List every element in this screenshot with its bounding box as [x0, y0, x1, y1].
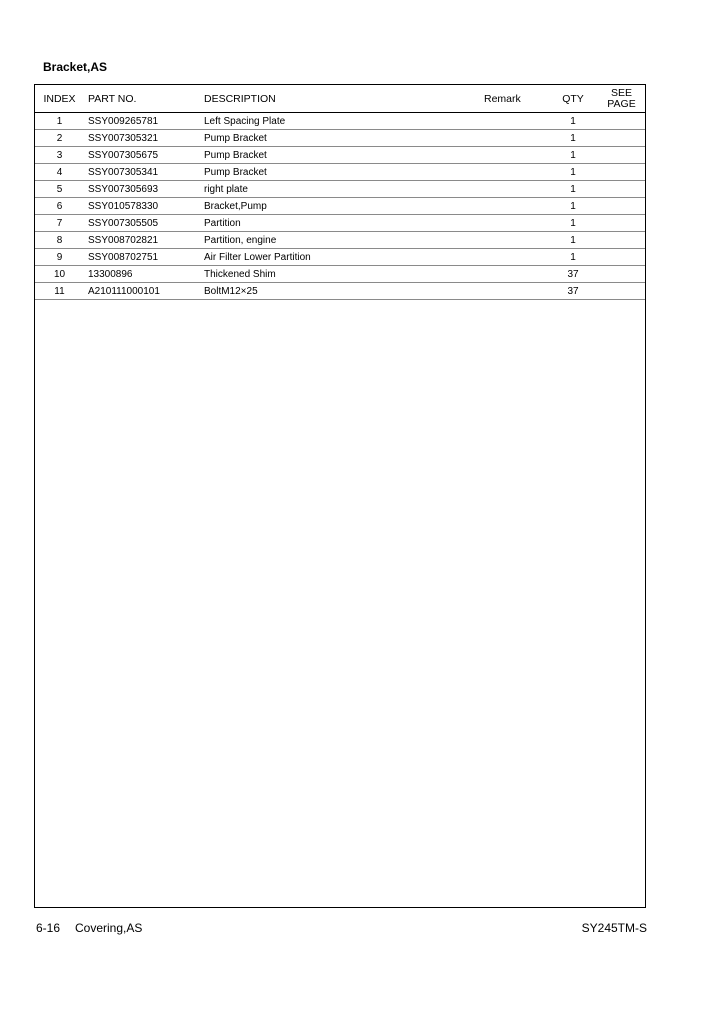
cell-qty: 1 [548, 113, 598, 130]
header-see-page-line2: PAGE [607, 97, 636, 110]
cell-description: Thickened Shim [202, 266, 474, 283]
table-row [35, 283, 645, 300]
header-remark: Remark [474, 85, 548, 113]
table-row [35, 113, 645, 130]
table-row [35, 215, 645, 232]
cell-see-page [598, 130, 645, 147]
cell-qty: 1 [548, 198, 598, 215]
cell-description: Partition [202, 215, 474, 232]
cell-remark [474, 130, 548, 147]
cell-remark [474, 266, 548, 283]
cell-part-no: SSY010578330 [84, 198, 202, 215]
table-row [35, 130, 645, 147]
cell-description: BoltM12×25 [202, 283, 474, 300]
parts-table [35, 85, 645, 300]
table-row [35, 181, 645, 198]
cell-index: 9 [35, 249, 84, 266]
cell-index: 8 [35, 232, 84, 249]
cell-see-page [598, 164, 645, 181]
cell-qty: 1 [548, 181, 598, 198]
cell-qty: 1 [548, 249, 598, 266]
cell-index: 3 [35, 147, 84, 164]
cell-part-no: SSY007305693 [84, 181, 202, 198]
table-row [35, 249, 645, 266]
header-index: INDEX [35, 85, 84, 113]
cell-qty: 1 [548, 147, 598, 164]
header-see-page-line1: SEE [610, 86, 632, 99]
cell-part-no: SSY007305505 [84, 215, 202, 232]
header-description: DESCRIPTION [202, 85, 474, 113]
page-title: Bracket,AS [43, 60, 108, 74]
cell-qty: 1 [548, 215, 598, 232]
cell-index: 2 [35, 130, 84, 147]
cell-see-page [598, 283, 645, 300]
cell-qty: 1 [548, 130, 598, 147]
cell-part-no: SSY008702821 [84, 232, 202, 249]
table-body [35, 113, 645, 300]
table-header-row [35, 85, 645, 113]
cell-remark [474, 249, 548, 266]
cell-description: Partition, engine [202, 232, 474, 249]
footer-section: Covering,AS [75, 921, 143, 935]
cell-remark [474, 232, 548, 249]
cell-part-no: SSY009265781 [84, 113, 202, 130]
cell-qty: 37 [548, 266, 598, 283]
cell-qty: 1 [548, 164, 598, 181]
cell-index: 6 [35, 198, 84, 215]
table-row [35, 266, 645, 283]
cell-see-page [598, 266, 645, 283]
cell-part-no: SSY007305321 [84, 130, 202, 147]
cell-remark [474, 215, 548, 232]
cell-part-no: SSY007305675 [84, 147, 202, 164]
cell-see-page [598, 147, 645, 164]
cell-see-page [598, 232, 645, 249]
footer-model: SY245TM-S [581, 921, 647, 935]
cell-index: 7 [35, 215, 84, 232]
header-qty: QTY [548, 85, 598, 113]
cell-remark [474, 147, 548, 164]
cell-remark [474, 283, 548, 300]
cell-remark [474, 164, 548, 181]
table-row [35, 198, 645, 215]
cell-description: Pump Bracket [202, 130, 474, 147]
cell-index: 11 [35, 283, 84, 300]
cell-index: 4 [35, 164, 84, 181]
cell-description: Air Filter Lower Partition [202, 249, 474, 266]
cell-see-page [598, 198, 645, 215]
cell-see-page [598, 113, 645, 130]
cell-qty: 37 [548, 283, 598, 300]
cell-part-no: SSY008702751 [84, 249, 202, 266]
table-row [35, 164, 645, 181]
cell-remark [474, 181, 548, 198]
cell-index: 1 [35, 113, 84, 130]
cell-qty: 1 [548, 232, 598, 249]
cell-description: Bracket,Pump [202, 198, 474, 215]
cell-description: Left Spacing Plate [202, 113, 474, 130]
header-see-page [598, 85, 645, 113]
cell-remark [474, 113, 548, 130]
cell-part-no: A210111000101 [84, 283, 202, 300]
cell-index: 5 [35, 181, 84, 198]
parts-list-frame [34, 84, 646, 908]
cell-see-page [598, 181, 645, 198]
header-part-no: PART NO. [84, 85, 202, 113]
cell-index: 10 [35, 266, 84, 283]
cell-description: Pump Bracket [202, 147, 474, 164]
cell-part-no: SSY007305341 [84, 164, 202, 181]
table-row [35, 232, 645, 249]
footer-page-number: 6-16 [36, 921, 61, 935]
cell-see-page [598, 215, 645, 232]
table-row [35, 147, 645, 164]
cell-description: Pump Bracket [202, 164, 474, 181]
cell-remark [474, 198, 548, 215]
cell-see-page [598, 249, 645, 266]
cell-description: right plate [202, 181, 474, 198]
cell-part-no: 13300896 [84, 266, 202, 283]
